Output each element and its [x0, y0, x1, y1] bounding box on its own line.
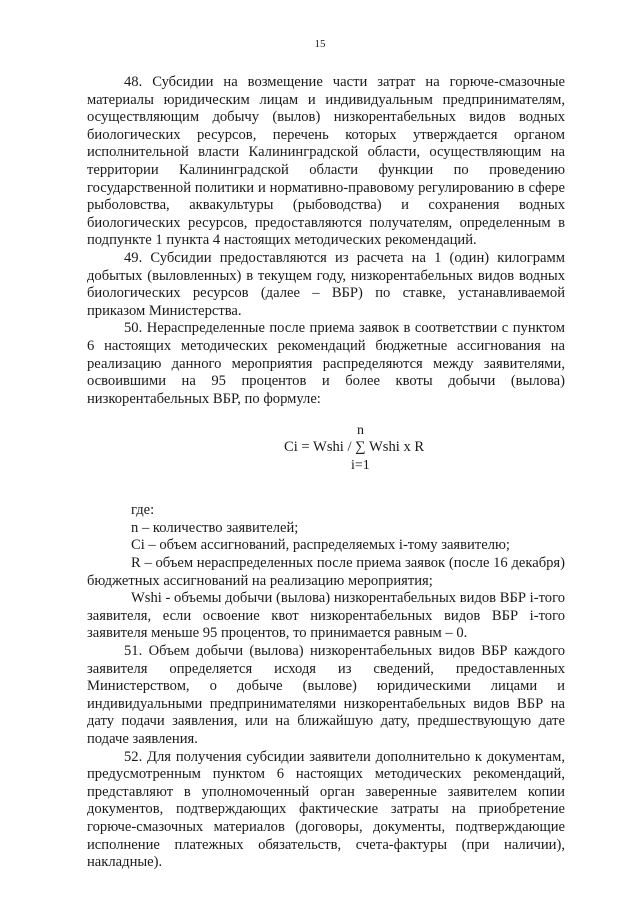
- page-number: 15: [314, 38, 326, 50]
- paragraph-51: 51. Объем добычи (вылова) низкорентабельных видов ВБР каждого заявителя определяется исходя из сведений, предоставленных Министерством, о добыче (вылове) юридическими лицами и индивидуальными предпринимателями низкорентабельных видов ВБР на дату подачи заявления, или на ближайшую дату, предшествующую дате подаче заявления.: [87, 643, 565, 747]
- formula-lower-limit: i=1: [351, 458, 370, 474]
- paragraph-48: 48. Субсидии на возмещение части затрат на горюче-смазочные материалы юридическим лицам и индивидуальным предпринимателям, осуществляющим добычу (вылов) низкорентабельных видов водных биологических ресурсов, перечень которых утверждается органом исполнительной власти Калининградской области, осуществляющим на территории Калининградской области функции по проведению государственной политики и нормативно-правовому регулированию в сфере рыболовства, аквакультуры (рыбоводства) и сохранения водных биологических ресурсов, предоставляются получателям, определенным в подпункте 1 пункта 4 настоящих методических рекомендаций.: [87, 74, 565, 249]
- definition-n: n – количество заявителей;: [131, 519, 299, 536]
- formula: [87, 420, 565, 482]
- definition-wshi: Wshi - объемы добычи (вылова) низкорентабельных видов ВБР i-того заявителя, если освоение квот низкорентабельных видов ВБР i-того заявителя меньше 95 процентов, то принимается равным – 0.: [87, 590, 565, 642]
- definition-where: где:: [131, 502, 155, 519]
- definition-ci: Ci – объем ассигнований, распределяемых i-тому заявителю;: [131, 537, 510, 554]
- document-body: [87, 74, 565, 872]
- formula-expression: Ci = Wshi / ∑ Wshi x R: [284, 439, 425, 456]
- paragraph-50: 50. Нераспределенные после приема заявок в соответствии с пунктом 6 настоящих методических рекомендаций бюджетные ассигнования на реализацию данного мероприятия распределяются между заявителями, освоившими на 95 процентов и более квоты добычи (вылова) низкорентабельных ВБР, по формуле:: [87, 320, 565, 407]
- paragraph-49: 49. Субсидии предоставляются из расчета на 1 (один) килограмм добытых (выловленных) в текущем году, низкорентабельных видов водных биологических ресурсов (далее – ВБР) по ставке, устанавливаемой приказом Министерства.: [87, 249, 565, 319]
- formula-upper-limit: n: [357, 423, 364, 439]
- paragraph-52: 52. Для получения субсидии заявители дополнительно к документам, предусмотренным пунктом 6 настоящих методических рекомендаций, представляют в уполномоченный орган заверенные заявителем копии документов, подтверждающих фактические затраты на приобретение горюче-смазочных материалов (договоры, документы, подтверждающие исполнение платежных обязательств, счета-фактуры (при наличии), накладные).: [87, 748, 565, 871]
- definition-r: R – объем нераспределенных после приема заявок (после 16 декабря) бюджетных ассигнований на реализацию мероприятия;: [87, 555, 565, 589]
